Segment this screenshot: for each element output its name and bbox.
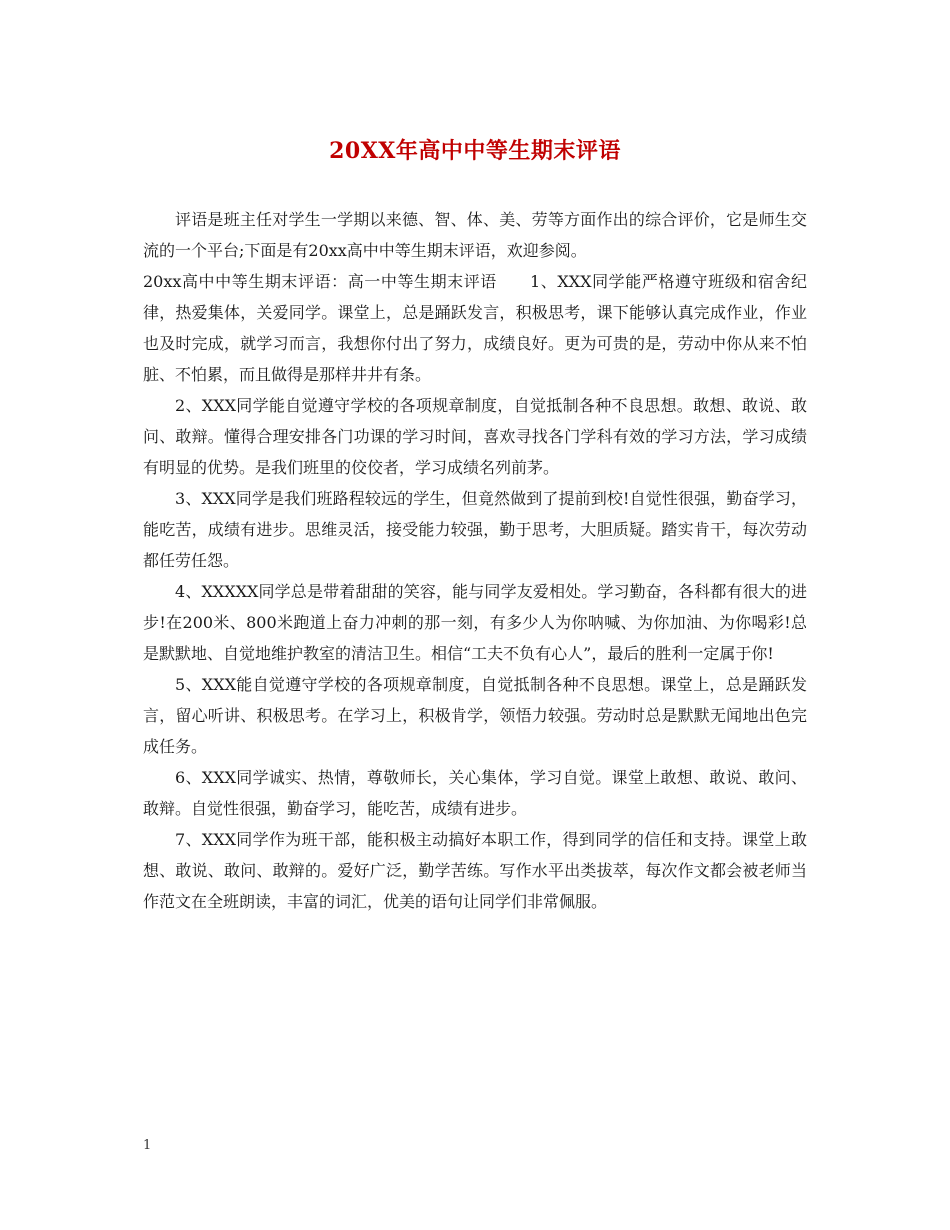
document-title: 20XX年高中中等生期末评语 — [329, 138, 621, 164]
paragraph-5: 5、XXX能自觉遵守学校的各项规章制度，自觉抵制各种不良思想。课堂上，总是踊跃发言，留心听讲、积极思考。在学习上，积极肯学，领悟力较强。劳动时总是默默无闻地出色完成任务。 — [143, 675, 807, 756]
paragraph-1: 20xx高中中等生期末评语：高一中等生期末评语 1、XXX同学能严格遵守班级和宿舍纪律，热爱集体，关爱同学。课堂上，总是踊跃发言，积极思考，课下能够认真完成作业，作业也及时完成，就学习而言，我想你付出了努力，成绩良好。更为可贵的是，劳动中你从来不怕脏、不怕累，而且做得是那样井井有条。 — [143, 272, 807, 384]
paragraph-7: 7、XXX同学作为班干部，能积极主动搞好本职工作，得到同学的信任和支持。课堂上敢想、敢说、敢问、敢辩的。爱好广泛，勤学苦练。写作水平出类拔萃，每次作文都会被老师当作范文在全班朗读，丰富的词汇，优美的语句让同学们非常佩服。 — [143, 830, 807, 911]
paragraph-2: 2、XXX同学能自觉遵守学校的各项规章制度，自觉抵制各种不良思想。敢想、敢说、敢问、敢辩。懂得合理安排各门功课的学习时间，喜欢寻找各门学科有效的学习方法，学习成绩有明显的优势。是我们班里的佼佼者，学习成绩名列前茅。 — [143, 396, 807, 477]
paragraph-3: 3、XXX同学是我们班路程较远的学生，但竟然做到了提前到校!自觉性很强，勤奋学习，能吃苦，成绩有进步。思维灵活，接受能力较强，勤于思考，大胆质疑。踏实肯干，每次劳动都任劳任怨。 — [143, 489, 807, 570]
paragraph-4: 4、XXXXX同学总是带着甜甜的笑容，能与同学友爱相处。学习勤奋，各科都有很大的进步!在200米、800米跑道上奋力冲刺的那一刻，有多少人为你呐喊、为你加油、为你喝彩!总是默默地、自觉地维护教室的清洁卫生。相信“工夫不负有心人”，最后的胜利一定属于你! — [143, 582, 807, 663]
document-body — [143, 204, 807, 917]
paragraph-intro: 评语是班主任对学生一学期以来德、智、体、美、劳等方面作出的综合评价，它是师生交流的一个平台;下面是有20xx高中中等生期末评语，欢迎参阅。 — [143, 210, 807, 260]
paragraph-6: 6、XXX同学诚实、热情，尊敬师长，关心集体，学习自觉。课堂上敢想、敢说、敢问、敢辩。自觉性很强，勤奋学习，能吃苦，成绩有进步。 — [143, 768, 807, 818]
page-number: 1 — [143, 1138, 152, 1153]
